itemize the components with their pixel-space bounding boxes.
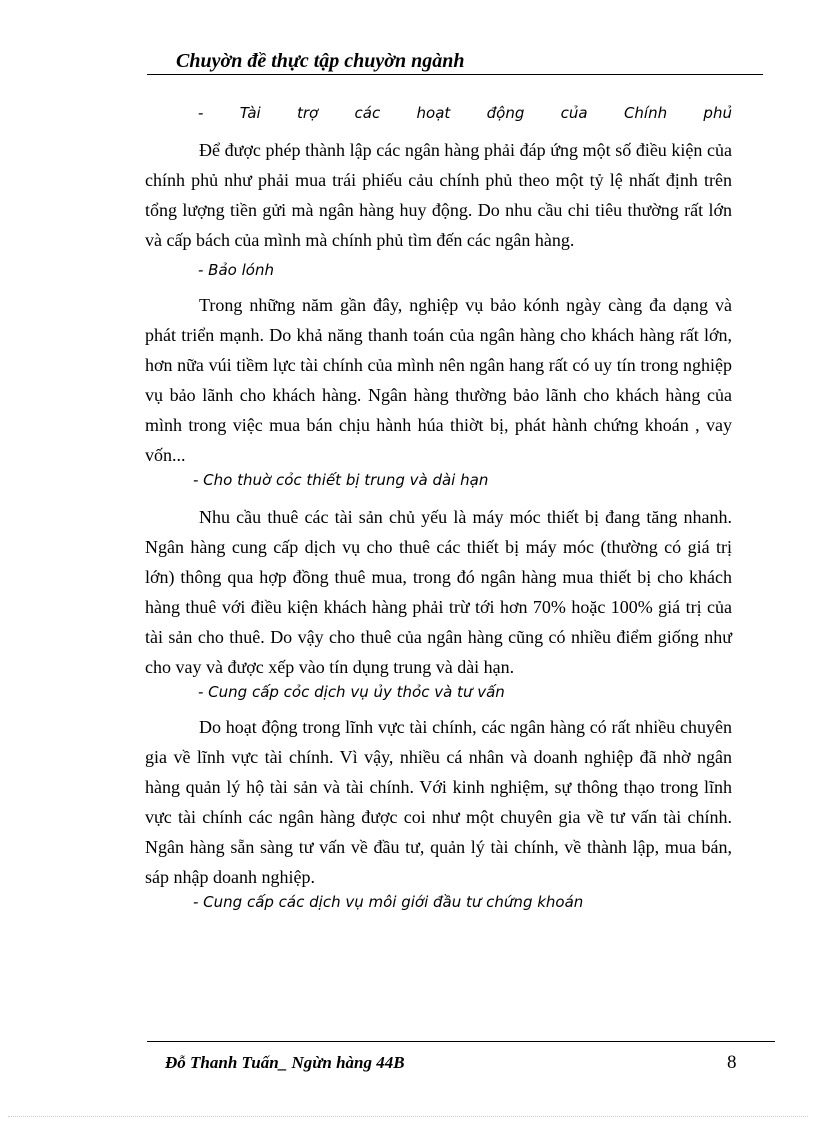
paragraph-trust-advisory <box>145 712 732 892</box>
heading-word: các <box>354 104 381 122</box>
heading-word: trợ <box>297 104 319 122</box>
heading-word: Chính <box>623 104 668 122</box>
paragraph-leasing <box>145 502 732 682</box>
section-heading-leasing: - Cho thuờ cỏc thiết bị trung và dài hạn <box>193 471 489 489</box>
heading-word: của <box>560 104 588 122</box>
section-heading-government-financing <box>198 104 732 122</box>
heading-word: - <box>198 104 204 122</box>
section-heading-guarantee: - Bảo lónh <box>198 261 274 279</box>
footer-rule <box>147 1041 775 1042</box>
paragraph-text: Do hoạt động trong lĩnh vực tài chính, các ngân hàng có rất nhiều chuyên gia về lĩnh vực tài chính. Vì vậy, nhiều cá nhân và doanh nghiệp đã nhờ ngân hàng quản lý hộ tài sản và tài chính. Với kinh nghiệm, sự thông thạo trong lĩnh vực tài chính các ngân hàng được coi như một chuyên gia về tư vấn tài chính. Ngân hàng sẵn sàng tư vấn về đầu tư, quản lý tài chính, về thành lập, mua bán, sáp nhập doanh nghiệp. <box>145 717 732 887</box>
paragraph-text: Để được phép thành lập các ngân hàng phải đáp ứng một số điều kiện của chính phủ như phải mua trái phiếu cảu chính phủ theo một tỷ lệ nhất định trên tổng lượng tiền gửi mà ngân hàng huy động. Do nhu cầu chi tiêu thường rất lớn và cấp bách của mình mà chính phủ tìm đến các ngân hàng. <box>145 140 732 250</box>
heading-word: phủ <box>703 104 732 122</box>
header-title: Chuyờn đề thực tập chuyờn ngành <box>176 50 465 72</box>
footer-author: Đỗ Thanh Tuấn_ Ngừn hàng 44B <box>165 1053 405 1072</box>
paragraph-guarantee <box>145 290 732 470</box>
section-heading-trust-advisory: - Cung cấp cỏc dịch vụ ủy thỏc và tư vấn <box>198 683 505 701</box>
paragraph-text: Nhu cầu thuê các tài sản chủ yếu là máy móc thiết bị đang tăng nhanh. Ngân hàng cung cấp dịch vụ cho thuê các thiết bị máy móc (thường có giá trị lớn) thông qua hợp đồng thuê mua, trong đó ngân hàng mua thiết bị cho khách hàng thuê với điều kiện khách hàng phải trừ tới hơn 70% hoặc 100% giá trị của tài sản cho thuê. Do vậy cho thuê của ngân hàng cũng có nhiều điểm giống như cho vay và được xếp vào tín dụng trung và dài hạn. <box>145 507 732 677</box>
heading-word: động <box>486 104 525 122</box>
paragraph-government-financing <box>145 135 732 255</box>
page-number: 8 <box>727 1052 737 1073</box>
header-rule <box>147 74 763 75</box>
paragraph-text: Trong những năm gần đây, nghiệp vụ bảo kónh ngày càng đa dạng và phát triển mạnh. Do khả năng thanh toán của ngân hàng cho khách hàng rất lớn, hơn nữa vúi tiềm lực tài chính của mình nên ngân hang rất có uy tín trong nghiệp vụ bảo lãnh cho khách hàng. Ngân hàng thường bảo lãnh cho khách hàng của mình trong việc mua bán chịu hành húa thiờt bị, phát hành chứng khoán , vay vốn... <box>145 295 732 465</box>
heading-word: Tài <box>239 104 261 122</box>
heading-word: hoạt <box>416 104 451 122</box>
section-heading-brokerage: - Cung cấp các dịch vụ môi giới đầu tư chứng khoán <box>193 893 584 911</box>
page-bottom-border <box>8 1116 808 1117</box>
